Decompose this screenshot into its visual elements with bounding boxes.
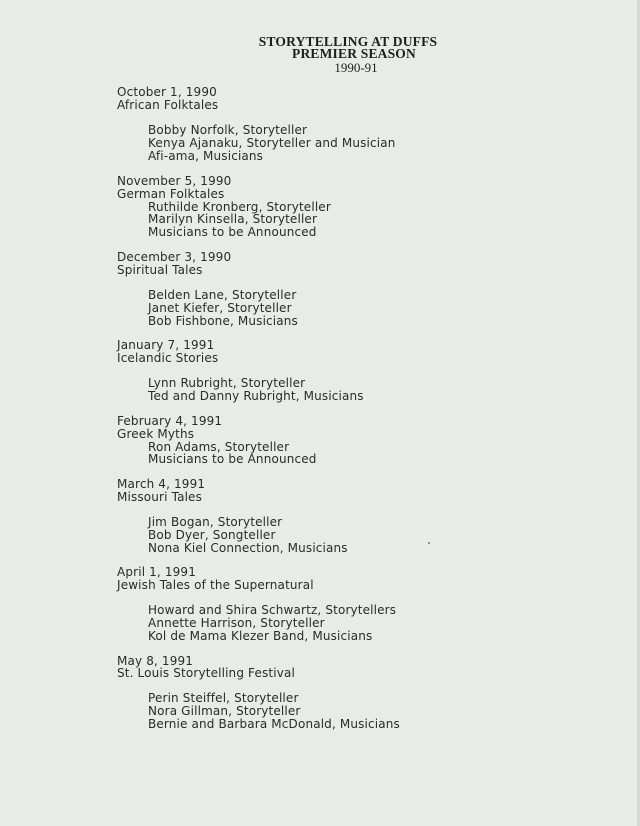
event-date: February 4, 1991 <box>117 414 223 428</box>
event-theme: Icelandic Stories <box>117 351 219 365</box>
performer-line: Nora Gillman, Storyteller <box>148 704 301 718</box>
event-date: March 4, 1991 <box>117 477 206 491</box>
event-date: April 1, 1991 <box>117 565 196 579</box>
performer-line: Ruthilde Kronberg, Storyteller <box>148 200 331 214</box>
event-theme: Spiritual Tales <box>117 263 203 277</box>
performer-line: Bernie and Barbara McDonald, Musicians <box>148 717 400 731</box>
performer-line: Janet Kiefer, Storyteller <box>148 301 292 315</box>
performer-line: Musicians to be Announced <box>148 452 317 466</box>
performer-line: Belden Lane, Storyteller <box>148 288 297 302</box>
performer-line: Bob Fishbone, Musicians <box>148 314 298 328</box>
event-theme: Jewish Tales of the Supernatural <box>117 578 314 592</box>
event-date: January 7, 1991 <box>117 338 215 352</box>
performer-line: Nona Kiel Connection, Musicians <box>148 541 348 555</box>
performer-line: Perin Steiffel, Storyteller <box>148 691 299 705</box>
event-theme: St. Louis Storytelling Festival <box>117 666 295 680</box>
performer-line: Bob Dyer, Songteller <box>148 528 276 542</box>
event-theme: German Folktales <box>117 187 225 201</box>
event-theme: Missouri Tales <box>117 490 202 504</box>
event-theme: African Folktales <box>117 98 219 112</box>
event-date: May 8, 1991 <box>117 654 194 668</box>
performer-line: Ron Adams, Storyteller <box>148 440 290 454</box>
performer-line: Kenya Ajanaku, Storyteller and Musician <box>148 136 396 150</box>
performer-line: Lynn Rubright, Storyteller <box>148 376 306 390</box>
performer-line: Jim Bogan, Storyteller <box>148 515 283 529</box>
performer-line: Kol de Mama Klezer Band, Musicians <box>148 629 373 643</box>
title-line-2: PREMIER SEASON <box>292 46 416 61</box>
performer-line: Howard and Shira Schwartz, Storytellers <box>148 603 397 617</box>
event-date: October 1, 1990 <box>117 85 217 99</box>
performer-line: Ted and Danny Rubright, Musicians <box>148 389 364 403</box>
performer-line: Bobby Norfolk, Storyteller <box>148 123 308 137</box>
performer-line: Musicians to be Announced <box>148 225 317 239</box>
title-line-1: STORYTELLING AT DUFFS <box>258 34 438 49</box>
event-date: November 5, 1990 <box>117 174 232 188</box>
event-date: December 3, 1990 <box>117 250 232 264</box>
title-season-years: 1990-91 <box>334 60 378 75</box>
performer-line: Annette Harrison, Storyteller <box>148 616 325 630</box>
performer-line: Marilyn Kinsella, Storyteller <box>148 212 318 226</box>
performer-line: Afi-ama, Musicians <box>148 149 264 163</box>
event-theme: Greek Myths <box>117 427 195 441</box>
paper-speck <box>428 542 430 544</box>
